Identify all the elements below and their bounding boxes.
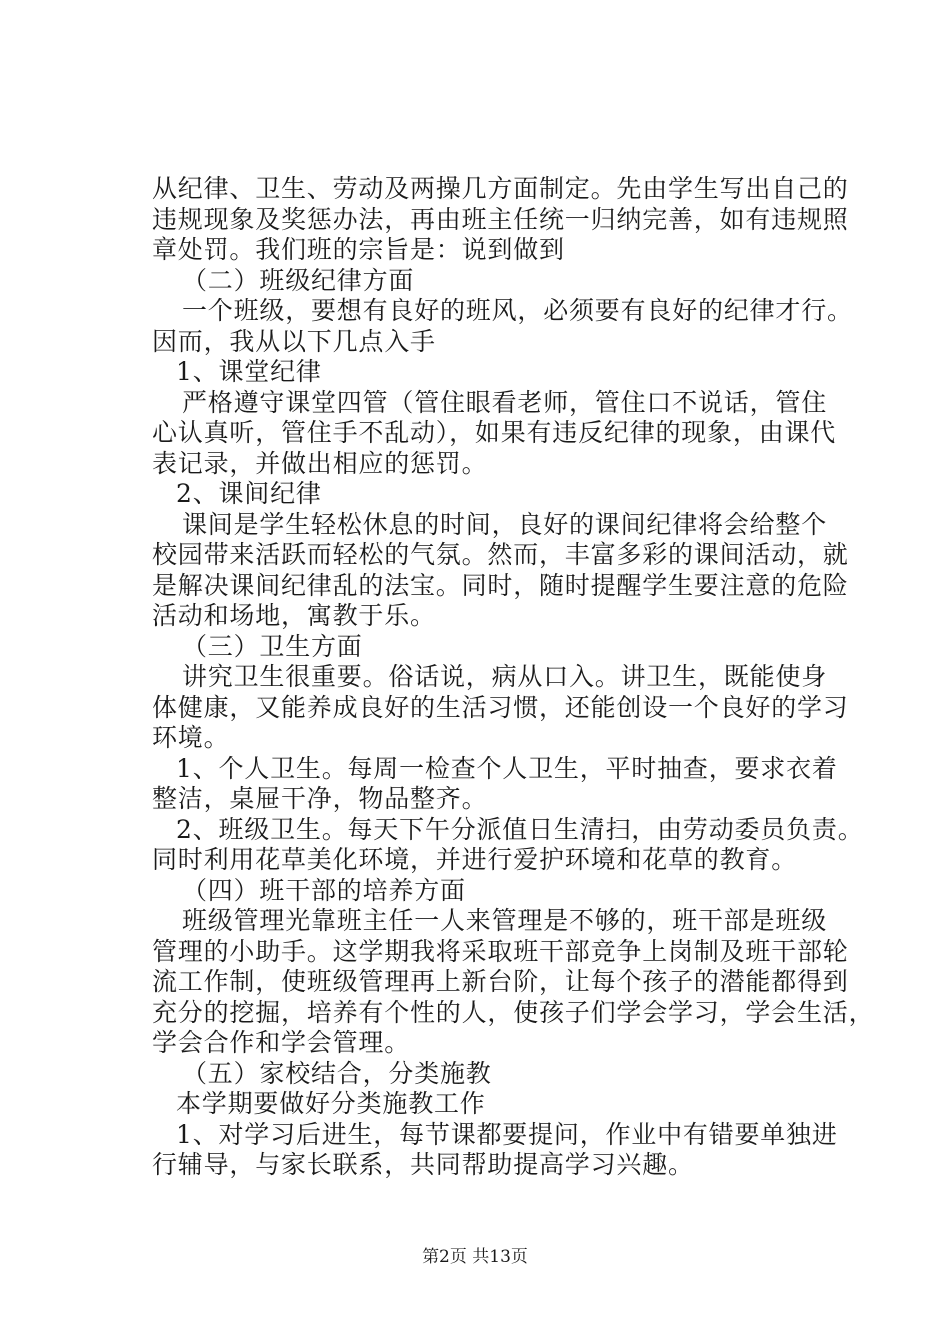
text-line: 2、班级卫生。每天下午分派值日生清扫，由劳动委员负责。: [176, 814, 864, 844]
section-heading-4: （四）班干部的培养方面: [182, 875, 466, 905]
document-body: [152, 174, 875, 1181]
text-line: 因而，我从以下几点入手: [152, 326, 436, 356]
text-line: 心认真听，管住手不乱动），如果有违反纪律的现象，由课代: [152, 418, 837, 447]
text-line: 违规现象及奖惩办法，再由班主任统一归纳完善，如有违规照: [152, 204, 849, 234]
page-number-footer: 第2页 共13页: [422, 1247, 528, 1267]
text-line: 流工作制，使班级管理再上新台阶，让每个孩子的潜能都得到: [152, 967, 849, 996]
text-line: 一个班级，要想有良好的班风，必须要有良好的纪律才行。: [182, 296, 853, 325]
text-line: 同时利用花草美化环境，并进行爱护环境和花草的教育。: [152, 845, 798, 874]
text-line: 校园带来活跃而轻松的气氛。然而，丰富多彩的课间活动，就: [152, 540, 849, 569]
text-line: 从纪律、卫生、劳动及两操几方面制定。先由学生写出自己的: [152, 174, 849, 203]
section-heading-3: （三）卫生方面: [182, 631, 363, 661]
text-line: 体健康，又能养成良好的生活习惯，还能创设一个良好的学习: [152, 692, 849, 722]
text-line: 是解决课间纪律乱的法宝。同时，随时提醒学生要注意的危险: [152, 570, 849, 600]
subheading-break-discipline: 2、课间纪律: [176, 479, 322, 508]
text-line: 本学期要做好分类施教工作: [176, 1089, 486, 1118]
text-line: 整洁，桌屉干净，物品整齐。: [152, 784, 488, 813]
text-line: 1、对学习后进生，每节课都要提问，作业中有错要单独进: [176, 1119, 838, 1149]
text-line: 班级管理光靠班主任一人来管理是不够的，班干部是班级: [182, 906, 828, 935]
text-line: 章处罚。我们班的宗旨是：说到做到: [152, 235, 565, 264]
section-heading-2: （二）班级纪律方面: [182, 265, 415, 295]
text-line: 充分的挖掘，培养有个性的人，使孩子们学会学习，学会生活，: [152, 997, 875, 1027]
text-line: 行辅导，与家长联系，共同帮助提高学习兴趣。: [152, 1150, 694, 1179]
section-heading-5: （五）家校结合，分类施教: [182, 1058, 492, 1088]
text-line: 环境。: [152, 723, 230, 752]
subheading-classroom-discipline: 1、课堂纪律: [176, 357, 322, 386]
text-line: 严格遵守课堂四管（管住眼看老师，管住口不说话，管住: [182, 387, 828, 417]
text-line: 管理的小助手。这学期我将采取班干部竞争上岗制及班干部轮: [152, 936, 849, 966]
text-line: 课间是学生轻松休息的时间，良好的课间纪律将会给整个: [182, 509, 828, 539]
text-line: 活动和场地，寓教于乐。: [152, 601, 436, 630]
text-line: 1、个人卫生。每周一检查个人卫生，平时抽查，要求衣着: [176, 753, 838, 783]
text-line: 学会合作和学会管理。: [152, 1028, 411, 1057]
text-line: 讲究卫生很重要。俗话说，病从口入。讲卫生，既能使身: [182, 662, 828, 691]
text-line: 表记录，并做出相应的惩罚。: [152, 448, 488, 478]
